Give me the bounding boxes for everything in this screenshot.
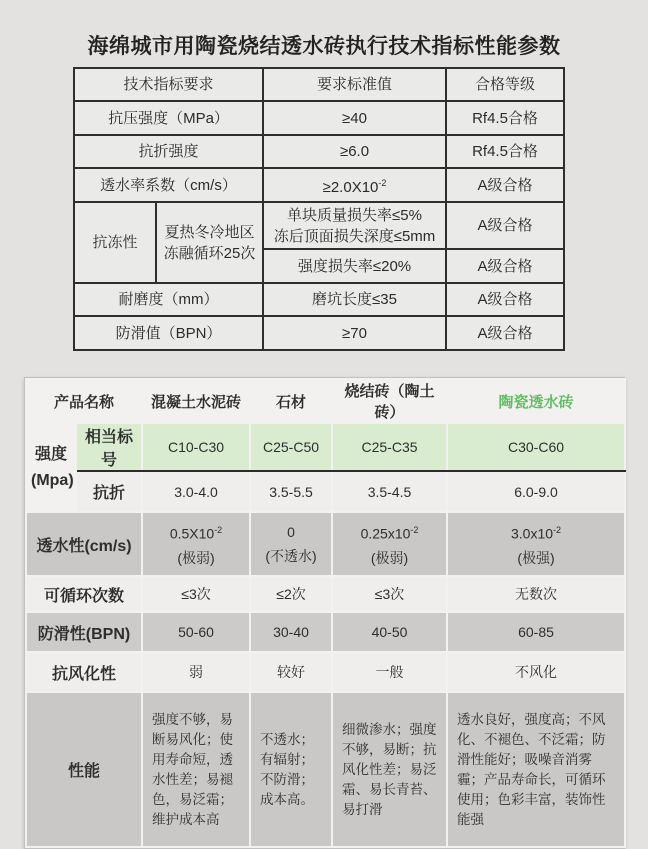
value-note: (极弱) [370,549,409,566]
cell-value: 一般 [332,652,447,692]
header-concrete-brick: 混凝土水泥砖 [142,379,250,423]
cell-value [250,512,332,576]
value-note: (不透水) [265,548,317,564]
cell-value-ceramic: 60-85 [447,612,625,652]
table-row [26,652,625,692]
spec-label-frost: 抗冻性 [74,202,156,283]
table-row [26,471,625,512]
spec-label: 抗压强度（MPa） [74,101,263,135]
strength-label-line2: (Mpa) [31,471,74,489]
table-row [74,202,564,249]
table-row [26,576,625,612]
cell-value-ceramic [447,512,625,576]
spec-value: 强度损失率≤20% [263,249,446,283]
value-note: (极强) [517,549,555,566]
spec-header-standard: 要求标准值 [263,68,446,101]
spec-value-exponent: -2 [378,177,387,188]
cell-value: C10-C30 [142,423,250,471]
permeability-value [147,518,245,546]
table-row [26,512,625,576]
spec-grade: A级合格 [446,249,564,283]
header-stone: 石材 [250,379,332,423]
cell-value: 50-60 [142,612,250,652]
performance-sintered: 细微渗水；强度不够，易断；抗风化性差；易泛霜、易长青苔、易打滑 [332,692,447,847]
comparison-header-row [26,379,625,423]
weathering-label: 抗风化性 [26,652,142,692]
page-title: 海绵城市用陶瓷烧结透水砖执行技术指标性能参数 [87,35,561,58]
cell-value: 3.5-5.5 [250,471,332,512]
comparison-table-container [24,377,625,849]
table-row [74,283,564,316]
comparison-table [25,378,626,848]
spec-value: 磨坑长度≤35 [263,283,446,316]
frost-value-line2: 冻后顶面损失深度≤5mm [273,227,436,245]
recycle-label: 可循环次数 [26,576,142,612]
value-exponent: -2 [410,525,419,536]
cell-value-ceramic: C30-C60 [447,423,625,471]
cell-value: 3.0-4.0 [142,471,250,512]
header-sintered-brick: 烧结砖（陶土砖） [332,379,447,423]
grade-label: 相当标号 [76,423,142,471]
spec-grade: A级合格 [446,202,564,249]
flexural-label: 抗折 [76,471,142,512]
permeability-value [452,518,620,546]
spec-value-base: ≥2.0X10 [322,178,379,196]
table-row [26,423,625,471]
spec-label: 透水率系数（cm/s） [74,168,263,202]
value-note: (极弱) [177,549,215,566]
frost-condition-line2: 冻融循环25次 [163,244,256,262]
permeability-label: 透水性(cm/s) [26,512,142,576]
cell-value: 较好 [250,652,332,692]
cell-value: 弱 [142,652,250,692]
spec-label: 抗折强度 [74,135,263,168]
spec-value: ≥40 [263,101,446,135]
spec-value [263,168,446,202]
performance-label: 性能 [26,692,142,847]
table-row [26,692,625,847]
performance-concrete: 强度不够，易断易风化；使用寿命短，透水性差；易褪色，易泛霜；维护成本高 [142,692,250,847]
performance-stone: 不透水；有辐射；不防滑；成本高。 [250,692,332,847]
performance-ceramic: 透水良好，强度高；不风化、不褪色、不泛霜；防滑性能好；吸噪音消雾霾；产品寿命长，可循环使用；色彩丰富，装饰性能强 [447,692,625,847]
spec-header-grade: 合格等级 [446,68,564,101]
spec-grade: A级合格 [446,283,564,316]
permeability-value: 0 [287,524,295,540]
cell-value: ≤3次 [142,576,250,612]
frost-value-line1: 单块质量损失率≤5% [287,206,422,224]
cell-value: 30-40 [250,612,332,652]
value-exponent: -2 [553,525,562,536]
spec-sublabel-frost [156,202,263,283]
spec-grade: Rf4.5合格 [446,135,564,168]
table-row [74,316,564,350]
spec-table [73,67,565,351]
cell-value [332,512,447,576]
cell-value: C25-C35 [332,423,447,471]
value-base: 0.25x10 [360,525,411,542]
cell-value [142,512,250,576]
cell-value-ceramic: 不风化 [447,652,625,692]
frost-condition-line1: 夏热冬冷地区 [164,223,255,241]
value-exponent: -2 [214,525,223,536]
spec-label: 防滑值（BPN） [74,316,263,350]
table-row [74,168,564,202]
value-base: 0.5X10 [169,525,215,542]
spec-value: ≥6.0 [263,135,446,168]
cell-value-ceramic: 6.0-9.0 [447,471,625,512]
spec-header-indicator: 技术指标要求 [74,68,263,101]
strength-label-line1: 强度 [34,445,67,463]
permeability-value [337,518,442,546]
table-row [74,135,564,168]
cell-value: 40-50 [332,612,447,652]
spec-grade: A级合格 [446,316,564,350]
table-row [74,101,564,135]
spec-header-row [74,68,564,101]
spec-value [263,202,446,249]
value-base: 3.0x10 [510,525,554,542]
cell-value: C25-C50 [250,423,332,471]
cell-value: ≤3次 [332,576,447,612]
header-product-name: 产品名称 [26,379,142,423]
strength-label [26,423,76,512]
cell-value: ≤2次 [250,576,332,612]
spec-label: 耐磨度（mm） [74,283,263,316]
spec-grade: A级合格 [446,168,564,202]
table-row [26,612,625,652]
spec-grade: Rf4.5合格 [446,101,564,135]
spec-value: ≥70 [263,316,446,350]
header-ceramic-permeable-brick: 陶瓷透水砖 [447,379,625,423]
antislip-label: 防滑性(BPN) [26,612,142,652]
cell-value: 3.5-4.5 [332,471,447,512]
cell-value-ceramic: 无数次 [447,576,625,612]
